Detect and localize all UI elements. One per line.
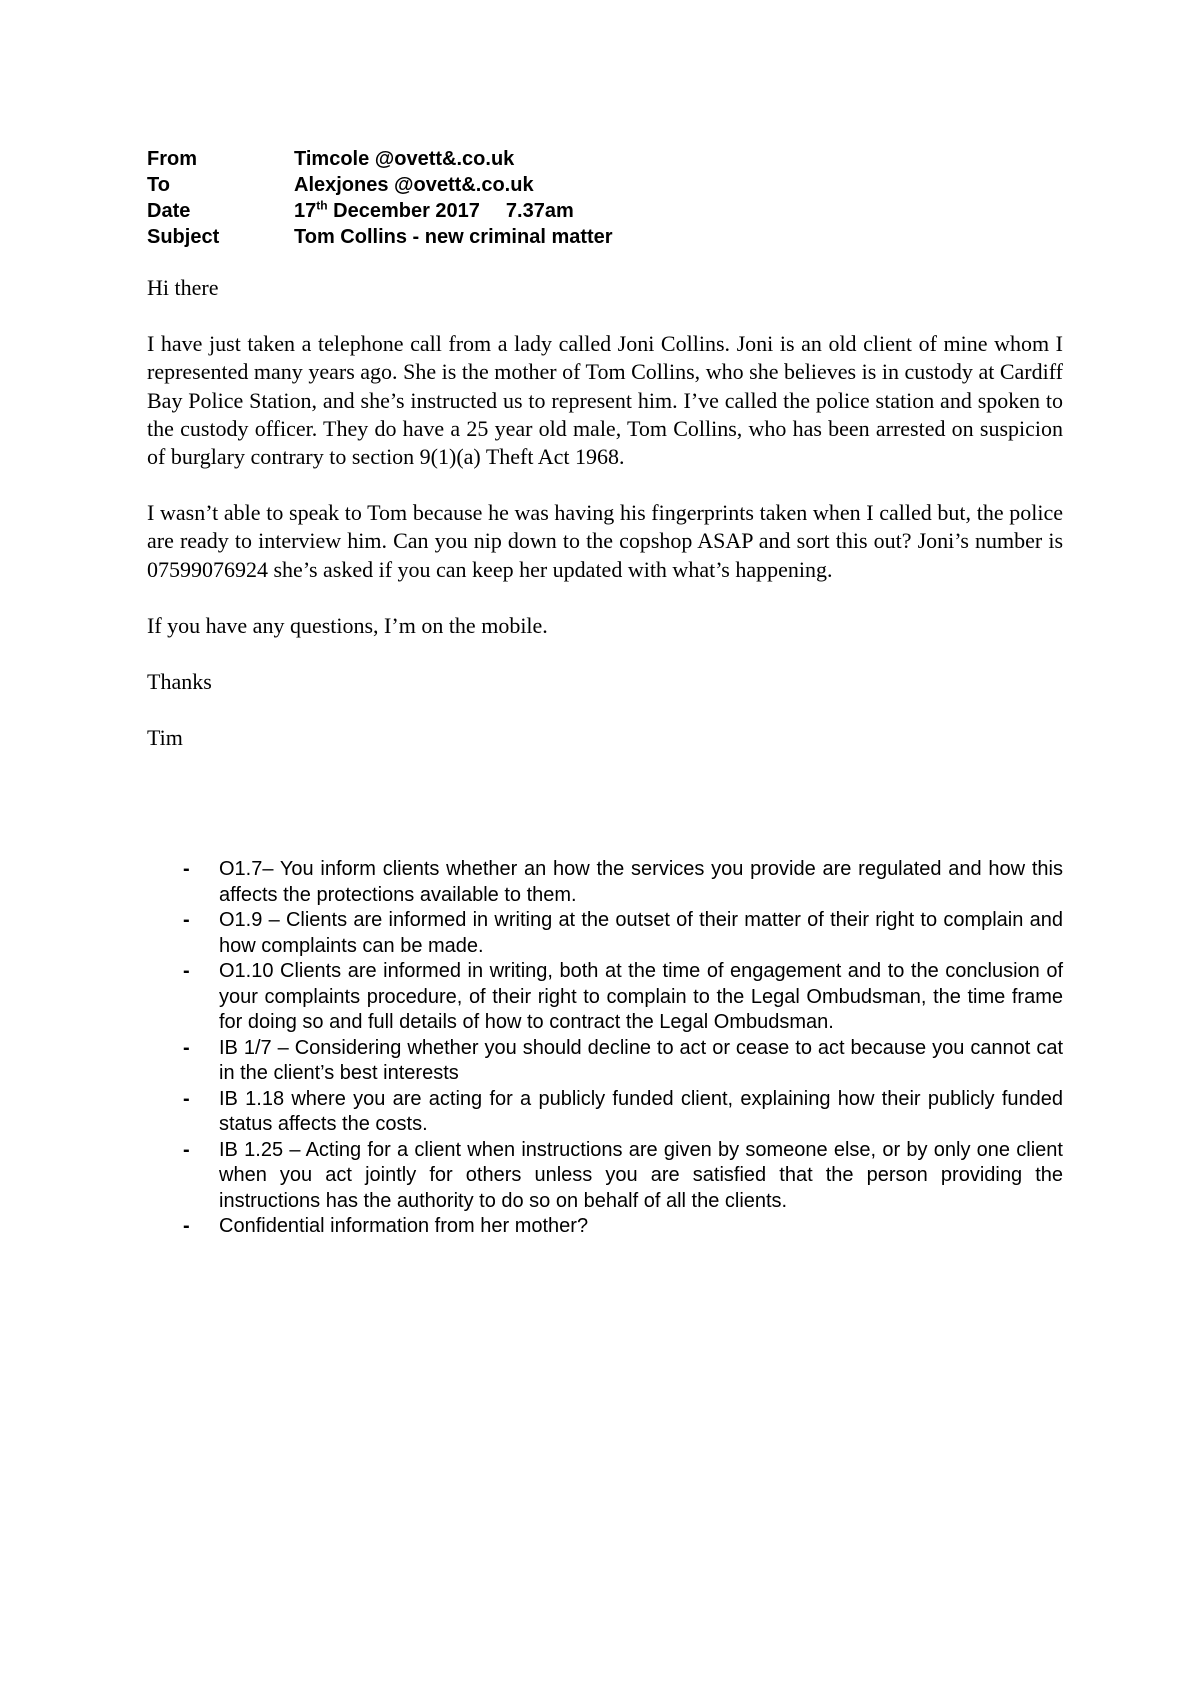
list-item <box>147 959 1063 1036</box>
date-row <box>147 198 1047 224</box>
greeting: Hi there <box>147 275 219 300</box>
subject-label: Subject <box>147 226 220 248</box>
list-item-text: IB 1.18 where you are acting for a publicly funded client, explaining how their publicly funded status affects the costs. <box>219 1087 1063 1135</box>
list-item <box>147 1036 1063 1087</box>
from-value: Timcole @ovett&.co.uk <box>294 148 515 170</box>
bullet-dash: - <box>183 909 190 931</box>
subject-row <box>147 224 1047 250</box>
list-item-text: IB 1/7 – Considering whether you should decline to act or cease to act because you cannot cat in the client’s best interests <box>219 1036 1063 1084</box>
date-value <box>294 198 1047 224</box>
from-label: From <box>147 148 197 170</box>
body-paragraph-3: If you have any questions, I’m on the mobile. <box>147 612 548 638</box>
bullet-dash: - <box>183 1138 190 1161</box>
bullet-dash: - <box>183 1036 190 1059</box>
bullet-dash: - <box>183 960 190 982</box>
bullet-dash: - <box>183 1215 190 1237</box>
list-item <box>147 857 1063 908</box>
from-row <box>147 146 1047 172</box>
list-item-text: O1.7– You inform clients whether an how the services you provide are regulated and how this affects the protections available to them. <box>219 858 1063 906</box>
list-item-text: IB 1.25 – Acting for a client when instructions are given by someone else, or by only one client when you act jointly for others unless you are satisfied that the person providing the instructions has the authority to do so on behalf of all the clients. <box>219 1138 1063 1212</box>
body-paragraph-2: I wasn’t able to speak to Tom because he was having his fingerprints taken when I called but, the police are ready to interview him. Can you nip down to the copshop ASAP and sort this out? Joni’s number is 07599076924 she’s asked if you can keep her updated with what’s happening. <box>147 500 1063 582</box>
date-rest: December 2017 <box>327 200 480 222</box>
list-item-text: Confidential information from her mother? <box>219 1215 589 1237</box>
list-item <box>147 1214 1063 1240</box>
body-paragraph-1: I have just taken a telephone call from a lady called Joni Collins. Joni is an old client of mine whom I represented many years ago. She is the mother of Tom Collins, who she believes is in custody at Cardiff Bay Police Station, and she’s instructed us to represent him. I’ve called the police station and spoken to the custody officer. They do have a 25 year old male, Tom Collins, who has been arrested on suspicion of burglary contrary to section 9(1)(a) Theft Act 1968. <box>147 331 1063 470</box>
to-label: To <box>147 174 170 196</box>
list-item <box>147 908 1063 959</box>
list-item <box>147 1138 1063 1215</box>
bullet-dash: - <box>183 1087 190 1110</box>
date-label: Date <box>147 200 191 222</box>
list-item <box>147 1087 1063 1138</box>
email-body <box>147 274 1063 780</box>
list-item-text: O1.9 – Clients are informed in writing at the outset of their matter of their right to complain and how complaints can be made. <box>219 909 1063 957</box>
thanks-line: Thanks <box>147 669 212 695</box>
date-suffix: th <box>316 198 328 213</box>
list-item-text: O1.10 Clients are informed in writing, both at the time of engagement and to the conclusion of your complaints procedure, of their right to complain to the Legal Ombudsman, the time frame for doing so and full details of how to contract the Legal Ombudsman. <box>219 960 1063 1033</box>
email-header <box>147 146 1047 250</box>
to-value: Alexjones @ovett&.co.uk <box>294 174 534 196</box>
notes-bullet-list <box>147 857 1063 1240</box>
to-row <box>147 172 1047 198</box>
subject-value: Tom Collins - new criminal matter <box>294 226 613 248</box>
date-time: 7.37am <box>505 200 574 222</box>
signoff: Tim <box>147 725 183 751</box>
bullet-dash: - <box>183 858 190 880</box>
date-day: 17 <box>294 200 317 222</box>
